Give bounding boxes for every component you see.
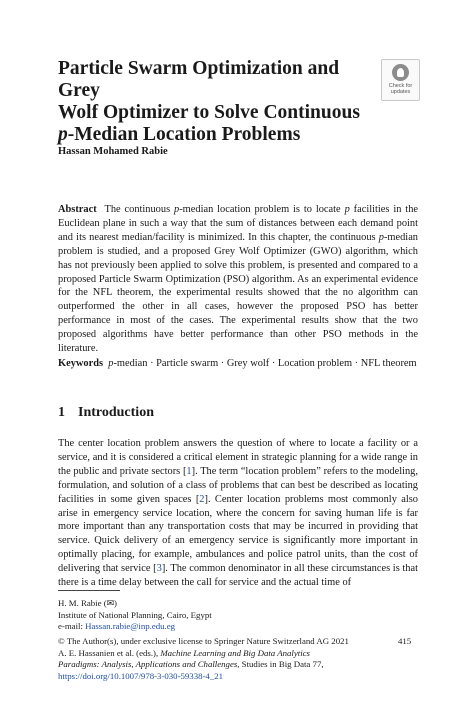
section-number: 1 [58, 405, 65, 420]
title-line-1: Particle Swarm Optimization and Grey [58, 58, 340, 101]
abstract-text: facilities in the Euclidean plane in such a way that the sum of distances between each demand point and its nearest median/facility is minimized. In this chapter, the continuous [58, 204, 419, 243]
section-title: Introduction [78, 405, 154, 420]
citation-link[interactable]: 3 [156, 563, 162, 575]
email-link[interactable]: Hassan.rabie@inp.edu.eg [85, 621, 176, 632]
intro-text: ]. The term “location problem” refers to the modeling, formulation, and solution of a class of problems that can best be described as locating facilities in some given spaces [ [58, 465, 418, 505]
abstract-label: Abstract [58, 204, 97, 215]
page-number: 415 [398, 636, 412, 646]
section-heading [58, 405, 154, 421]
keywords-text: · Particle swarm · Grey wolf · Location problem · NFL theorem [147, 358, 417, 369]
title-line-3 [58, 124, 368, 146]
footnote-rule [58, 590, 120, 591]
check-for-updates-badge[interactable] [381, 59, 420, 101]
abstract-italic: p [378, 231, 384, 243]
book-title: Machine Learning and Big Data Analytics [160, 647, 310, 658]
abstract-italic: p [174, 204, 180, 215]
book-subtitle: Paradigms: Analysis, Applications and Challenges [58, 659, 238, 670]
editors-text: A. E. Hassanien et al. (eds.), [58, 647, 161, 658]
citation-link[interactable]: 1 [186, 465, 192, 477]
citation-link[interactable]: 2 [199, 493, 205, 505]
footnote-author: H. M. Rabie (✉) [58, 598, 117, 608]
email-label: e-mail: [58, 621, 86, 632]
title-line-3-rest: -Median Location Problems [67, 124, 301, 145]
series-text: , Studies in Big Data 77, [237, 659, 324, 670]
paper-title [58, 58, 368, 146]
abstract-text: The continuous [104, 204, 175, 215]
abstract-italic: p [344, 204, 350, 215]
author-name: Hassan Mohamed Rabie [58, 146, 168, 157]
intro-text: ]. Center location problems most commonly also arise in emergency service location, where the concern for saving human life is far more important than any transportation costs that may be incurred in providing that service. Quick delivery of an emergency service is significantly more important in optimally placing, for example, ambulances and police patrol units, than the cost of delivering that service [ [58, 493, 418, 575]
intro-text: ]. The common denominator in all these circumstances is that there is a time delay between the call for service and the actual time of [58, 563, 418, 589]
citation-line-2 [58, 659, 388, 671]
bookmark-icon [392, 64, 409, 81]
intro-paragraph [58, 437, 418, 590]
abstract-text: -median problem is studied, and a proposed Grey Wolf Optimizer (GWO) algorithm, which has not previously been applied to solve this problem, is presented and compared to a proposed Particle Swarm Optimization (PSO) algorithm. As an experimental evidence for the NFL theorem, the experimental results showed that the no algorithm can outperformed the other in all cases, however the proposed PSO has better performance in most of the cases. The experimental results show that the two proposed algorithms have better performance than other PSO methods in the literature. [58, 231, 418, 355]
keywords-italic: p [108, 358, 114, 369]
abstract-text: -median location problem is to locate [179, 204, 345, 215]
keywords-text: -median [113, 358, 148, 369]
copyright-block [58, 636, 388, 682]
doi-link[interactable]: https://doi.org/10.1007/978-3-030-59338-4_21 [58, 670, 224, 681]
check-for-updates-label: Check for updates [388, 83, 413, 95]
keywords-label: Keywords [58, 358, 104, 369]
footnote-email-line [58, 621, 418, 633]
abstract-paragraph [58, 203, 418, 356]
keywords-paragraph [58, 357, 418, 371]
footnote-institute: Institute of National Planning, Cairo, Egypt [58, 609, 212, 620]
copyright-line: © The Author(s), under exclusive license to Springer Nature Switzerland AG 2021 [58, 636, 349, 646]
citation-line [58, 648, 388, 660]
title-italic-p: p [58, 124, 68, 145]
author-footnote [58, 598, 418, 633]
title-line-2: Wolf Optimizer to Solve Continuous [58, 102, 360, 123]
intro-text: The center location problem answers the question of where to locate a facility or a service, and it is considered a critical element in strategic planning for a wide range in the public and private sectors [ [58, 438, 418, 477]
